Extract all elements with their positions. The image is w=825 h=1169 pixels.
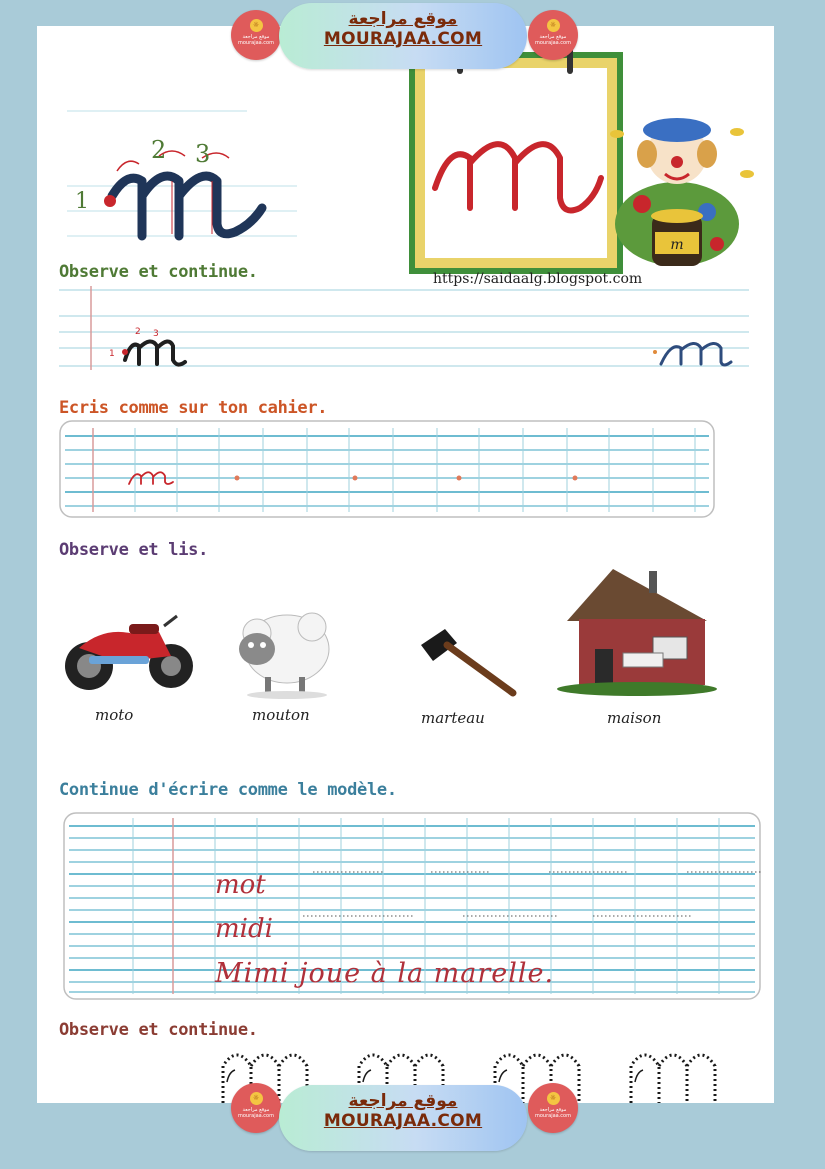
jar-label: m <box>670 237 684 253</box>
svg-text:3: 3 <box>153 329 159 339</box>
letter-calendar-frame <box>405 48 627 278</box>
site-logo-badge-bottom-right[interactable]: ☼ موقع مراجعة mourajaa.com <box>528 1083 578 1133</box>
hammer-picture <box>417 621 517 701</box>
site-name-arabic[interactable]: موقع مراجعة <box>348 1091 458 1111</box>
word-moto: moto <box>95 706 134 724</box>
section-heading-observe-read: Observe et lis. <box>59 540 209 560</box>
stroke-number-1: 1 <box>75 189 89 214</box>
site-logo-badge-top-left[interactable]: ☼ موقع مراجعة mourajaa.com <box>231 10 281 60</box>
svg-text:1: 1 <box>109 349 115 359</box>
section-heading-write-notebook: Ecris comme sur ton cahier. <box>59 398 328 418</box>
handwriting-lines-1 <box>59 282 749 372</box>
motorcycle-picture <box>59 596 199 696</box>
notebook-grid-1 <box>59 420 715 518</box>
model-sentence: Mimi joue à la marelle. <box>215 958 555 989</box>
house-picture <box>557 561 717 696</box>
sun-icon: ☼ <box>547 1092 560 1105</box>
site-name-latin[interactable]: MOURAJAA.COM <box>323 29 483 49</box>
stroke-number-3: 3 <box>195 140 211 168</box>
site-name-latin[interactable]: MOURAJAA.COM <box>323 1111 483 1131</box>
model-word-midi: midi <box>215 914 273 944</box>
section-heading-observe-continue: Observe et continue. <box>59 262 258 282</box>
site-name-arabic[interactable]: موقع مراجعة <box>348 9 458 29</box>
model-word-mot: mot <box>215 870 266 900</box>
site-banner-bottom[interactable] <box>279 1085 527 1151</box>
site-logo-badge-bottom-left[interactable]: ☼ موقع مراجعة mourajaa.com <box>231 1083 281 1133</box>
worksheet-page <box>37 26 774 1103</box>
word-marteau: marteau <box>421 709 485 727</box>
svg-text:2: 2 <box>135 327 141 337</box>
sun-icon: ☼ <box>547 19 560 32</box>
site-logo-badge-top-right[interactable]: ☼ موقع مراجعة mourajaa.com <box>528 10 578 60</box>
clown-honey-illustration <box>597 94 757 284</box>
word-mouton: mouton <box>252 706 310 724</box>
stroke-number-2: 2 <box>151 136 167 164</box>
site-banner-top[interactable] <box>279 3 527 69</box>
section-heading-observe-continue-2: Observe et continue. <box>59 1020 258 1040</box>
section-heading-continue-model: Continue d'écrire comme le modèle. <box>59 780 397 800</box>
letter-stroke-order-illustration <box>67 86 307 256</box>
sun-icon: ☼ <box>250 19 263 32</box>
source-url: https://saidaalg.blogspot.com <box>433 271 643 287</box>
word-maison: maison <box>607 709 662 727</box>
sheep-picture <box>227 591 337 701</box>
sun-icon: ☼ <box>250 1092 263 1105</box>
